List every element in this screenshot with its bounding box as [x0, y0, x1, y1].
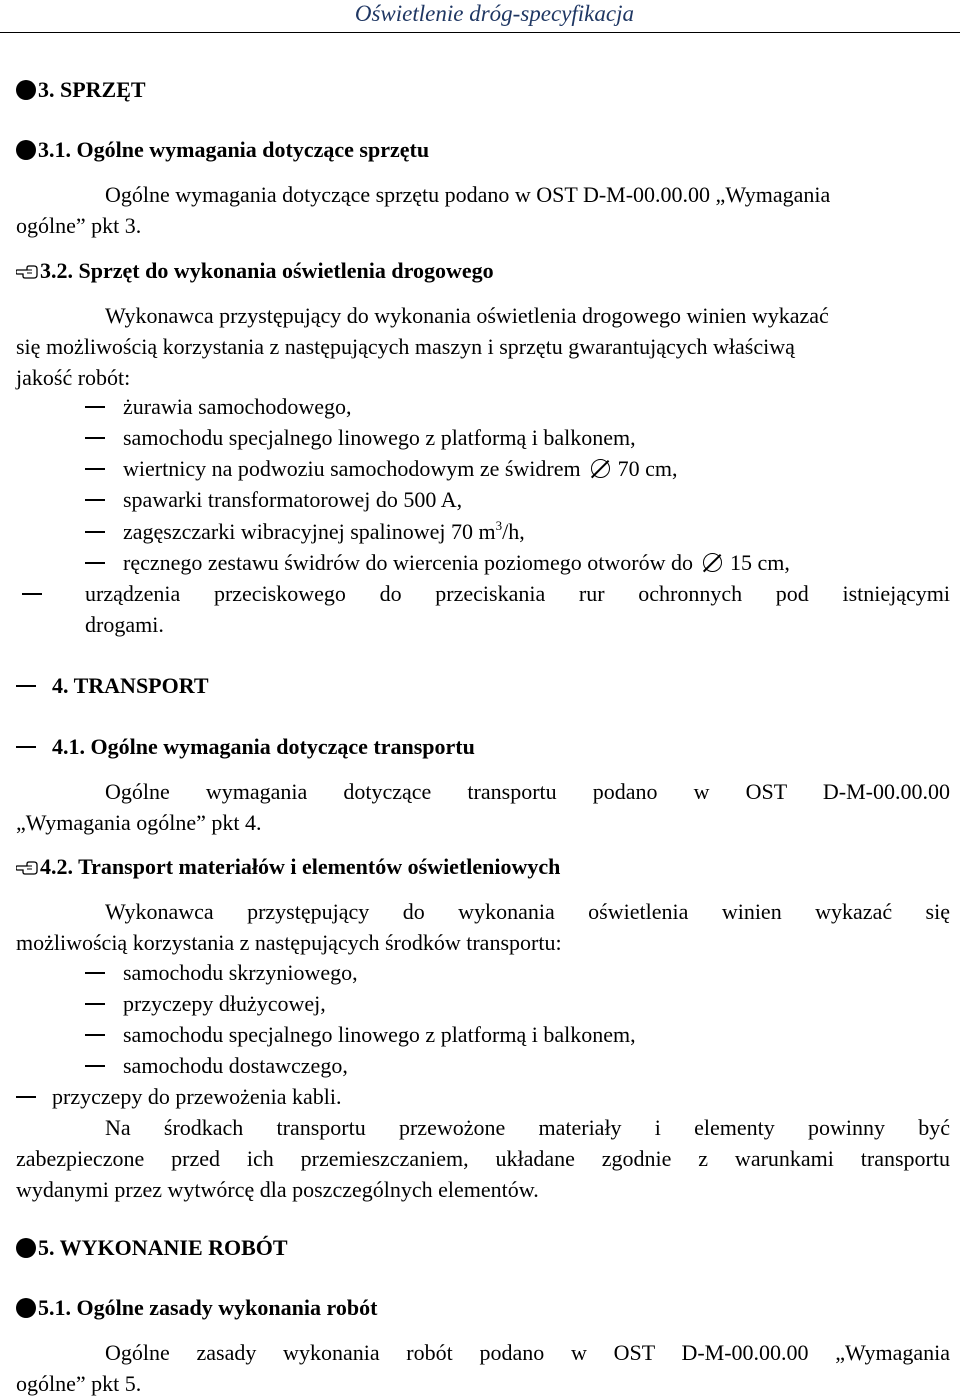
section-4-2-text-line: zabezpieczone przed ich przemieszczaniem, układane zgodnie z warunkami transportu [16, 1146, 950, 1171]
section-3-2-text-line: się możliwością korzystania z następujących maszyn i sprzętu gwarantujących właściwą [16, 334, 795, 359]
dash-icon [85, 562, 105, 564]
section-4-1-heading: 4.1. Ogólne wymagania dotyczące transportu [52, 734, 475, 759]
section-4-heading: 4. TRANSPORT [52, 673, 209, 698]
section-4-2-text-line: Na środkach transportu przewożone materiały i elementy powinny być [105, 1115, 950, 1140]
dash-icon [16, 685, 36, 687]
list-item: samochodu specjalnego linowego z platformą i balkonem, [123, 1022, 636, 1047]
dash-icon [85, 1003, 105, 1005]
superscript: 3 [495, 518, 503, 533]
list-item: samochodu skrzyniowego, [123, 960, 358, 985]
bullet-icon [16, 80, 36, 100]
page-header [0, 0, 960, 33]
diameter-icon [703, 553, 722, 572]
header-title: Oświetlenie dróg-specyfikacja [354, 1, 634, 26]
dash-icon [16, 1096, 36, 1098]
dash-icon [22, 593, 42, 595]
dash-icon [85, 406, 105, 408]
pointing-hand-icon [16, 858, 40, 878]
section-3-1-heading: 3.1. Ogólne wymagania dotyczące sprzętu [38, 137, 430, 162]
list-item [123, 518, 525, 546]
dash-icon [85, 468, 105, 470]
list-item: samochodu specjalnego linowego z platformą i balkonem, [123, 425, 636, 450]
list-item-value: 15 cm, [729, 550, 790, 575]
dash-icon [85, 972, 105, 974]
dash-icon [85, 1065, 105, 1067]
list-item: samochodu dostawczego, [123, 1053, 348, 1078]
list-item: żurawia samochodowego, [123, 394, 352, 419]
section-3-2-heading: 3.2. Sprzęt do wykonania oświetlenia drogowego [40, 258, 494, 283]
bullet-icon [16, 1238, 36, 1258]
bullet-icon [16, 1298, 36, 1318]
section-4-2-text-line: możliwością korzystania z następujących środków transportu: [16, 930, 562, 955]
list-item [123, 455, 678, 483]
dash-icon [16, 746, 36, 748]
section-4-2-text-line: wydanymi przez wytwórcę dla poszczególnych elementów. [16, 1177, 539, 1202]
diameter-icon [591, 459, 610, 478]
list-item: przyczepy dłużycowej, [123, 991, 326, 1016]
section-5-heading: 5. WYKONANIE ROBÓT [38, 1235, 288, 1260]
list-item-value: 70 cm, [617, 456, 678, 481]
section-3-heading: 3. SPRZĘT [38, 77, 146, 102]
list-item-text: /h, [502, 519, 525, 544]
section-5-1-text-line: Ogólne zasady wykonania robót podano w OST D-M-00.00.00 „Wymagania [105, 1340, 950, 1365]
section-3-1-text-line: Ogólne wymagania dotyczące sprzętu podano w OST D-M-00.00.00 „Wymagania [105, 182, 831, 207]
section-4-2-text-line: Wykonawca przystępujący do wykonania oświetlenia winien wykazać się [105, 899, 950, 924]
bullet-icon [16, 140, 36, 160]
list-item: przyczepy do przewożenia kabli. [52, 1084, 342, 1109]
list-item [123, 549, 790, 577]
list-item: urządzenia przeciskowego do przeciskania rur ochronnych pod istniejącymi [85, 581, 950, 606]
section-4-1-text-line: „Wymagania ogólne” pkt 4. [16, 810, 262, 835]
dash-icon [85, 1034, 105, 1036]
pointing-hand-icon [16, 262, 40, 282]
section-3-2-text-line: Wykonawca przystępujący do wykonania oświetlenia drogowego winien wykazać [105, 303, 829, 328]
dash-icon [85, 531, 105, 533]
section-5-1-text-line: ogólne” pkt 5. [16, 1371, 142, 1396]
list-item-text: wiertnicy na podwoziu samochodowym ze świdrem [123, 456, 581, 481]
dash-icon [85, 437, 105, 439]
section-4-1-text-line: Ogólne wymagania dotyczące transportu podano w OST D-M-00.00.00 [105, 779, 950, 804]
section-3-1-text-line: ogólne” pkt 3. [16, 213, 142, 238]
list-item-text: ręcznego zestawu świdrów do wiercenia poziomego otworów do [123, 550, 693, 575]
section-5-1-heading: 5.1. Ogólne zasady wykonania robót [38, 1295, 378, 1320]
list-item-continuation: drogami. [85, 612, 164, 637]
section-3-2-text-line: jakość robót: [16, 365, 131, 390]
section-4-2-heading: 4.2. Transport materiałów i elementów oświetleniowych [40, 854, 561, 879]
list-item: spawarki transformatorowej do 500 A, [123, 487, 463, 512]
dash-icon [85, 499, 105, 501]
list-item-text: zagęszczarki wibracyjnej spalinowej 70 m [123, 519, 496, 544]
